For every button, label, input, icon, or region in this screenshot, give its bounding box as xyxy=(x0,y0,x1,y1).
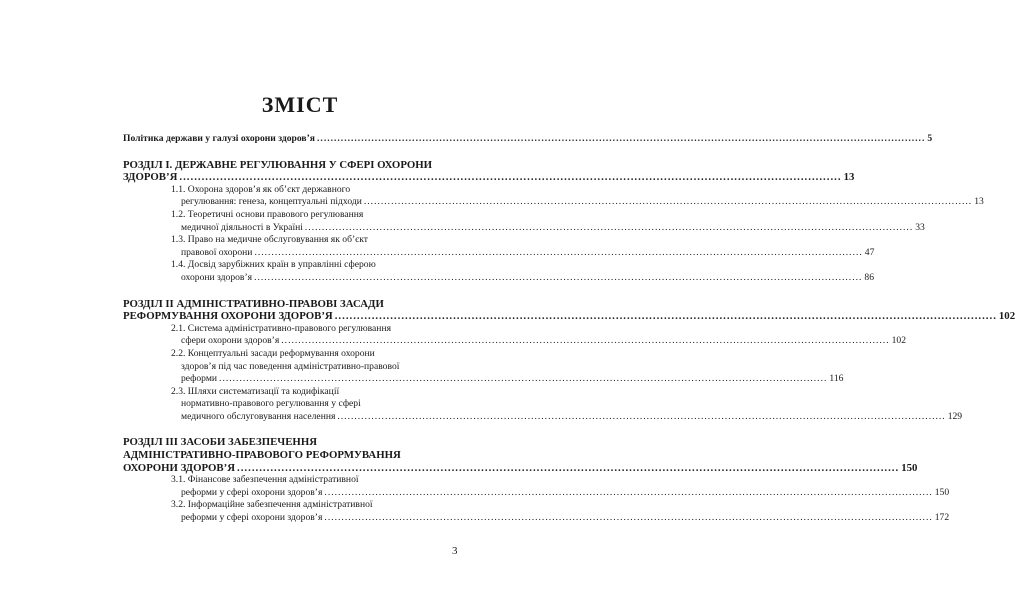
dot-leader xyxy=(315,133,927,146)
dot-leader xyxy=(322,512,934,525)
dot-leader xyxy=(217,373,829,386)
dot-leader xyxy=(252,272,864,285)
toc-section-3 xyxy=(123,436,950,524)
toc-subentry xyxy=(171,208,925,234)
toc-subentry xyxy=(171,183,984,209)
subsection-list xyxy=(123,474,950,524)
toc-page-number: 86 xyxy=(864,271,874,283)
toc-entry-text: 1.3. Право на медичне обслуговування як об’єкт xyxy=(171,234,368,246)
toc-entry-text: 1.4. Досвід зарубіжних країн в управлінні сферою xyxy=(171,259,376,271)
toc-entry-text: здоров’я під час поведення адміністративно-правової xyxy=(181,360,400,372)
toc-page-number: 102 xyxy=(891,335,906,347)
dot-leader xyxy=(235,462,901,475)
section-heading: ЗДОРОВ’Я xyxy=(123,171,178,184)
toc-entry-text: 3.1. Фінансове забезпечення адміністративної xyxy=(171,474,359,486)
toc-entry-text: охорони здоров’я xyxy=(181,271,253,283)
toc-entry-text: регулювання: генеза, концептуальні підходи xyxy=(181,196,362,208)
toc-entry-text: реформи xyxy=(181,373,218,385)
toc-entry-text: 3.2. Інформаційне забезпечення адміністративної xyxy=(171,499,373,511)
dot-leader xyxy=(177,171,843,184)
section-heading: ОХОРОНИ ЗДОРОВ’Я xyxy=(123,461,236,474)
toc-entry-text: реформи у сфері охорони здоров’я xyxy=(181,486,323,498)
toc-page-number: 13 xyxy=(843,171,855,184)
section-heading: АДМІНІСТРАТИВНО-ПРАВОВОГО РЕФОРМУВАННЯ xyxy=(123,449,401,462)
section-heading: РОЗДІЛ І. ДЕРЖАВНЕ РЕГУЛЮВАННЯ У СФЕРІ ОХОРОНИ xyxy=(123,158,433,171)
toc-page-number: 5 xyxy=(927,133,933,144)
dot-leader xyxy=(335,411,947,424)
toc-page-number: 150 xyxy=(934,486,950,498)
toc-entry-text: Політика держави у галузі охорони здоров’я xyxy=(123,133,316,144)
dot-leader xyxy=(333,310,999,323)
page-number: 3 xyxy=(452,545,458,557)
dot-leader xyxy=(322,487,934,500)
section-heading: РОЗДІЛ ІІІ ЗАСОБИ ЗАБЕЗПЕЧЕННЯ xyxy=(123,436,318,449)
toc-entry-text: 1.2. Теоретичні основи правового регулювання xyxy=(171,208,364,220)
dot-leader xyxy=(303,222,915,235)
table-of-contents xyxy=(123,133,1015,538)
toc-page-number: 129 xyxy=(947,410,963,422)
toc-entry-text: сфери охорони здоров’я xyxy=(181,335,280,347)
toc-page-number: 102 xyxy=(998,310,1015,323)
toc-entry-text: медичного обслуговування населення xyxy=(181,410,336,422)
toc-section-2 xyxy=(123,297,1015,424)
subsection-list xyxy=(123,183,984,285)
toc-subentry xyxy=(171,474,950,499)
toc-intro-entry xyxy=(123,133,933,146)
section-heading: РОЗДІЛ ІІ АДМІНІСТРАТИВНО-ПРАВОВІ ЗАСАДИ xyxy=(123,297,384,310)
toc-subentry xyxy=(171,499,950,524)
toc-page-number: 116 xyxy=(829,373,844,385)
toc-subentry xyxy=(171,259,874,284)
toc-entry-text: реформи у сфері охорони здоров’я xyxy=(181,512,323,524)
subsection-list xyxy=(123,322,963,424)
toc-entry-text: 2.3. Шляхи систематизації та кодифікації xyxy=(171,385,340,397)
toc-entry-text: медичної діяльності в Україні xyxy=(181,221,303,233)
toc-entry-text: 1.1. Охорона здоров’я як об’єкт державного xyxy=(171,183,351,195)
toc-page-number: 13 xyxy=(974,196,984,208)
toc-subentry xyxy=(171,322,906,348)
toc-entry-text: правової охорони xyxy=(181,246,253,258)
toc-section-1 xyxy=(123,158,984,285)
toc-page-number: 33 xyxy=(915,221,925,233)
toc-page-number: 47 xyxy=(864,246,875,258)
section-heading: РЕФОРМУВАННЯ ОХОРОНИ ЗДОРОВ’Я xyxy=(123,310,333,323)
toc-page-number: 172 xyxy=(934,512,950,524)
page-title: ЗМІСТ xyxy=(261,92,339,117)
toc-subentry xyxy=(171,234,875,259)
toc-entry-text: нормативно-правового регулювання у сфері xyxy=(181,398,361,410)
dot-leader xyxy=(279,335,891,348)
toc-subentry xyxy=(171,347,844,386)
toc-entry-text: 2.2. Концептуальні засади реформування охорони xyxy=(171,347,375,359)
toc-subentry xyxy=(171,385,963,424)
toc-entry-text: 2.1. Система адміністративно-правового регулювання xyxy=(171,322,391,334)
dot-leader xyxy=(362,196,974,209)
dot-leader xyxy=(252,247,864,260)
toc-page-number: 150 xyxy=(901,461,918,474)
